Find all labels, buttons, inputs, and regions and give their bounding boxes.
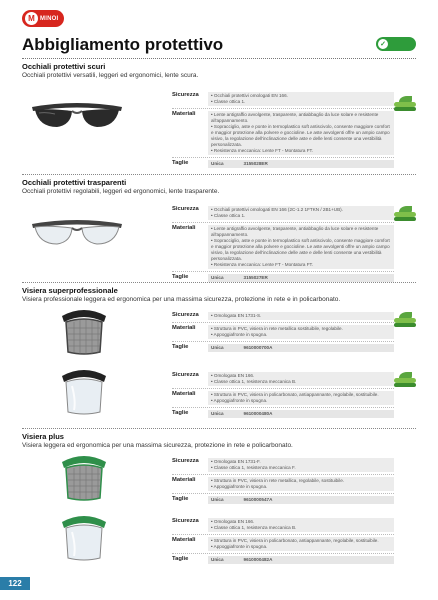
mesh-visor-image: [54, 306, 114, 356]
spec-bullet: • Resistenza meccanica: Lente FT - Montatura FT.: [211, 148, 391, 154]
spec-table: [172, 310, 394, 354]
product-code: 9610000482A: [243, 557, 273, 562]
spec-label: Taglie: [172, 344, 189, 350]
section-subtitle: Occhiali protettivi versatili, leggeri ed ergonomici, lente scura.: [22, 72, 199, 79]
clear-glasses-image: [27, 214, 127, 254]
spec-bullet: • Classe ottica 1.: [211, 99, 391, 105]
spec-value: [208, 225, 394, 269]
page-number: 122: [0, 577, 30, 590]
section-title: Occhiali protettivi scuri: [22, 62, 106, 71]
logo-mark-icon: M: [25, 12, 38, 25]
spec-bullet: • Appoggiafronte in spugna.: [211, 484, 391, 490]
eco-leaf-icon: [394, 312, 416, 330]
spec-value: [208, 160, 394, 168]
spec-row-materiali: [172, 389, 394, 408]
spec-row-materiali: [172, 223, 394, 272]
eco-leaf-icon: [394, 206, 416, 224]
spec-label: Taglie: [172, 556, 189, 562]
spec-bullet: • Sopracciglio, aste e ponte in termoplastico soft antiscivolo, consente maggiore comfort e maggior protezione alla polvere e goccioline. Le aste avvolgenti offre un ampio campo visivo, la regolazione dell'inclinazione delle aste e delle lenti consente una vestibilità personalizzata.: [211, 238, 391, 262]
clear-visor-plus-image: [54, 512, 114, 562]
spec-bullet: • Sopracciglio, aste e ponte in termoplastico soft antiscivolo, consente maggiore comfort e maggior protezione alla polvere e goccioline. Le aste avvolgenti offre un ampio campo visivo, la regolazione dell'inclinazione delle aste e delle lenti consente una vestibilità personalizzata.: [211, 124, 391, 148]
spec-bullet: • Classe ottica 1, resistenza meccanica F.: [211, 465, 391, 471]
spec-row-taglie: [172, 158, 394, 170]
product-code: 3155028ER: [243, 161, 268, 166]
spec-row-sicurezza: [172, 456, 394, 475]
spec-label: Materiali: [172, 477, 196, 483]
logo-text: MINOI: [40, 15, 59, 22]
spec-row-materiali: [172, 323, 394, 342]
spec-label: Materiali: [172, 325, 196, 331]
spec-label: Taglie: [172, 274, 189, 280]
spec-label: Materiali: [172, 391, 196, 397]
spec-value: [208, 312, 394, 320]
section-subtitle: Visiera professionale leggera ed ergonomica per una massima sicurezza, protezione in rete e in policarbonato.: [22, 296, 341, 303]
spec-bullet: • Struttura in PVC, visiera in policarbonato, antiappannante, regolabile, sostituibile.: [211, 392, 391, 398]
spec-value: [208, 458, 394, 472]
size-value: Unica: [211, 161, 224, 166]
spec-row-taglie: [172, 408, 394, 420]
eco-badge-icon: ✓: [378, 39, 388, 49]
spec-value: [208, 537, 394, 551]
spec-bullet: • Appoggiafronte in spugna.: [211, 544, 391, 550]
eco-leaf-icon: [394, 372, 416, 390]
spec-row-sicurezza: [172, 370, 394, 389]
spec-bullet: • Omologata EN 1731-F.: [211, 459, 391, 465]
spec-value: [208, 344, 394, 352]
mesh-visor-plus-image: [54, 452, 114, 502]
spec-bullet: • Struttura in PVC, visiera in rete metallica sostituibile, regolabile.: [211, 326, 391, 332]
section-dark-glasses: [22, 62, 416, 172]
spec-label: Taglie: [172, 160, 189, 166]
spec-label: Taglie: [172, 410, 189, 416]
section-visor-pro: [22, 286, 416, 426]
spec-value: [208, 518, 394, 532]
spec-row-sicurezza: [172, 516, 394, 535]
eco-badge: [376, 37, 416, 51]
spec-value: [208, 274, 394, 282]
spec-label: Taglie: [172, 496, 189, 502]
spec-bullet: • Lente antigraffio avvolgente, trasparente, antiabbaglio da luce solare e resistente all'appannamento.: [211, 112, 391, 124]
spec-bullet: • Omologata EN 166.: [211, 519, 391, 525]
spec-row-materiali: [172, 475, 394, 494]
spec-label: Sicurezza: [172, 206, 199, 212]
spec-label: Sicurezza: [172, 372, 199, 378]
product-code: 9610000700A: [243, 345, 273, 350]
spec-row-sicurezza: [172, 310, 394, 323]
spec-bullet: • Appoggiafronte in spugna.: [211, 332, 391, 338]
spec-value: [208, 496, 394, 504]
spec-value: [208, 410, 394, 418]
spec-row-materiali: [172, 535, 394, 554]
spec-bullet: • Omologata EN 1731-S.: [211, 313, 391, 319]
spec-bullet: • Struttura in PVC, visiera in rete metallica, regolabile, sostituibile.: [211, 478, 391, 484]
spec-label: Sicurezza: [172, 92, 199, 98]
spec-bullet: • Classe ottica 1, resistenza meccanica B.: [211, 525, 391, 531]
section-title: Visiera plus: [22, 432, 64, 441]
spec-table: [172, 456, 394, 506]
spec-label: Materiali: [172, 225, 196, 231]
spec-table: [172, 370, 394, 420]
spec-bullet: • Occhiali protettivi omologati EN 166 (2C-1.2 1FTKN / 2B1+UB).: [211, 207, 391, 213]
size-value: Unica: [211, 557, 224, 562]
spec-row-taglie: [172, 494, 394, 506]
section-title: Visiera superprofessionale: [22, 286, 118, 295]
spec-bullet: • Omologata EN 166.: [211, 373, 391, 379]
spec-table: [172, 204, 394, 284]
size-value: Unica: [211, 411, 224, 416]
product-code: 9610000547A: [243, 497, 273, 502]
spec-bullet: • Classe ottica 1.: [211, 213, 391, 219]
clear-visor-image: [54, 366, 114, 416]
spec-bullet: • Lente antigraffio avvolgente, trasparente, antiabbaglio da luce solare e resistente all'appannamento.: [211, 226, 391, 238]
spec-label: Materiali: [172, 111, 196, 117]
spec-bullet: • Struttura in PVC, visiera in policarbonato, antiappannante, regolabile, sostituibile.: [211, 538, 391, 544]
spec-row-taglie: [172, 342, 394, 354]
section-divider: [22, 282, 416, 283]
page-title: Abbigliamento protettivo: [22, 35, 224, 54]
eco-leaf-icon: [394, 96, 416, 114]
spec-table: [172, 516, 394, 566]
spec-row-materiali: [172, 109, 394, 158]
spec-value: [208, 206, 394, 220]
spec-label: Sicurezza: [172, 312, 199, 318]
section-visor-plus: [22, 432, 416, 572]
spec-label: Sicurezza: [172, 518, 199, 524]
section-divider: [22, 428, 416, 429]
spec-row-sicurezza: [172, 90, 394, 109]
spec-bullet: • Occhiali protettivi omologati EN 166.: [211, 93, 391, 99]
spec-value: [208, 477, 394, 491]
spec-value: [208, 325, 394, 339]
spec-bullet: • Resistenza meccanica: Lente FT - Montatura FT.: [211, 262, 391, 268]
size-value: Unica: [211, 497, 224, 502]
spec-value: [208, 556, 394, 564]
product-code: 3155027ER: [243, 275, 268, 280]
spec-row-taglie: [172, 554, 394, 566]
spec-bullet: • Classe ottica 1, resistenza meccanica B.: [211, 379, 391, 385]
spec-label: Materiali: [172, 537, 196, 543]
spec-value: [208, 92, 394, 106]
product-code: 9610000480A: [243, 411, 273, 416]
section-divider: [22, 174, 416, 175]
spec-value: [208, 111, 394, 155]
spec-value: [208, 391, 394, 405]
section-title: Occhiali protettivi trasparenti: [22, 178, 127, 187]
section-subtitle: Visiera leggera ed ergonomica per una massima sicurezza, protezione in rete e policarbonato.: [22, 442, 293, 449]
spec-value: [208, 372, 394, 386]
size-value: Unica: [211, 275, 224, 280]
spec-row-sicurezza: [172, 204, 394, 223]
spec-table: [172, 90, 394, 170]
section-clear-glasses: [22, 178, 416, 278]
size-value: Unica: [211, 345, 224, 350]
spec-bullet: • Appoggiafronte in spugna.: [211, 398, 391, 404]
dark-glasses-image: [27, 97, 127, 137]
spec-label: Sicurezza: [172, 458, 199, 464]
section-subtitle: Occhiali protettivi regolabili, leggeri ed ergonomici, lente trasparente.: [22, 188, 220, 195]
brand-logo: [22, 10, 64, 27]
title-divider: [22, 58, 416, 59]
